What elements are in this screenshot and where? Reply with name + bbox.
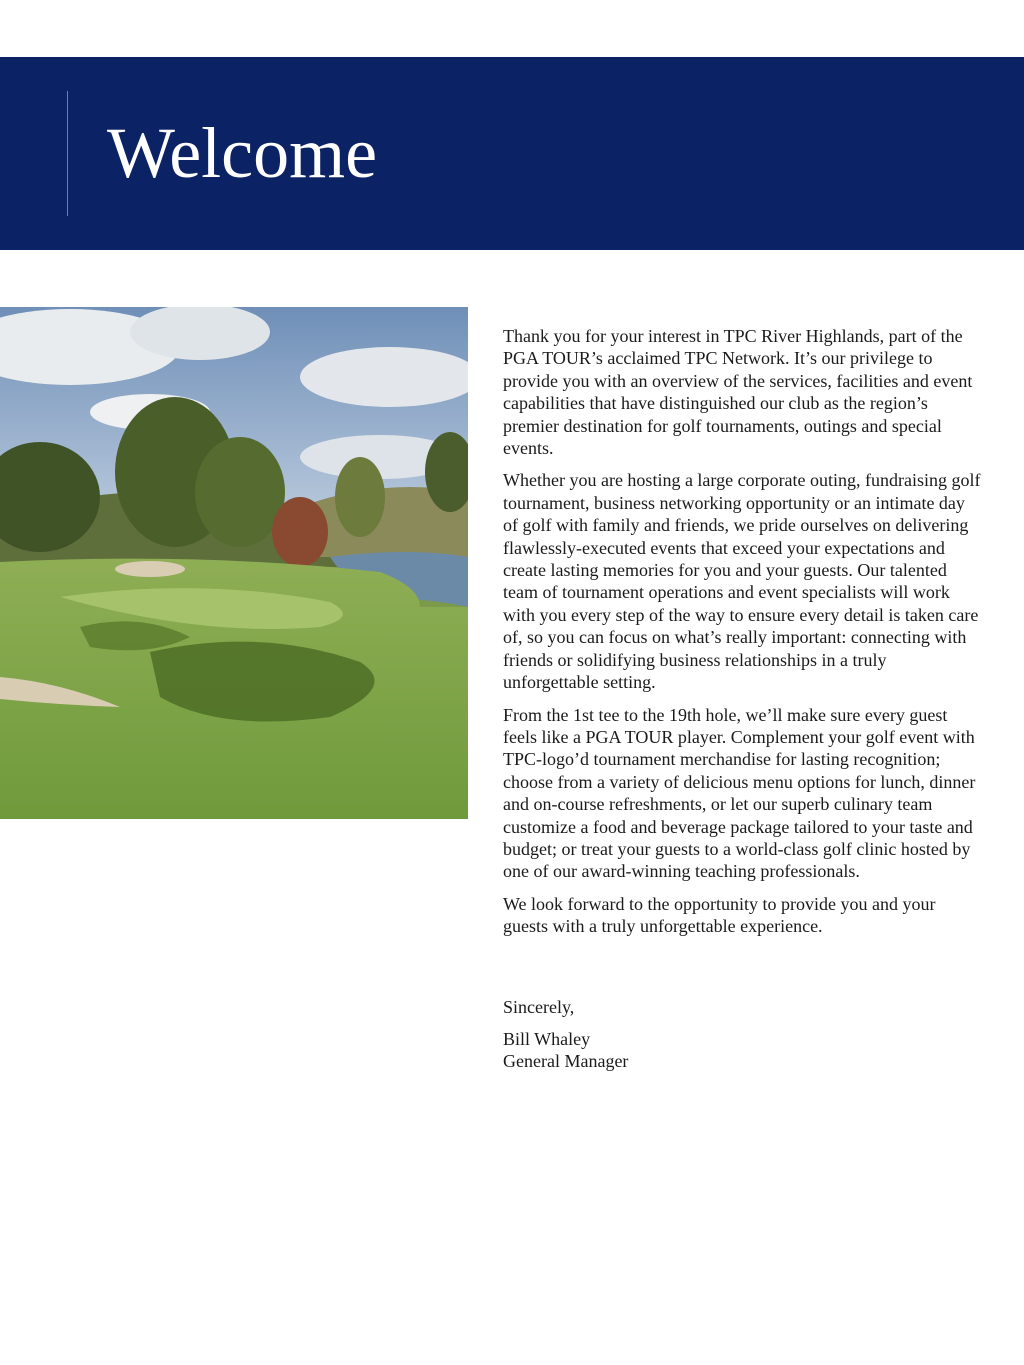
signoff (503, 996, 981, 1073)
spacer (503, 948, 981, 996)
closing: Sincerely, (503, 996, 575, 1017)
letter-paragraph: From the 1st tee to the 19th hole, we’ll make sure every guest feels like a PGA TOUR player. Complement your golf event with TPC-logo’d tournament merchandise for lasting recognition; choose from a variety of delicious menu options for lunch, dinner and on-course refreshments, or let our superb culinary team customize a food and beverage package tailored to your taste and budget; or treat your guests to a world-class golf clinic hosted by one of our award-winning teaching professionals. (503, 704, 976, 882)
banner-divider (67, 91, 68, 216)
page-title: Welcome (107, 113, 378, 193)
welcome-letter (503, 325, 981, 1083)
signer-title: General Manager (503, 1051, 629, 1072)
header-banner (0, 57, 1024, 250)
letter-paragraph: Whether you are hosting a large corporate outing, fundraising golf tournament, business networking opportunity or an intimate day of golf with family and friends, we pride ourselves on delivering flawlessly-executed events that exceed your expectations and create lasting memories for you and your guests. Our talented team of tournament operations and event specialists will work with you every step of the way to ensure every detail is taken care of, so you can focus on what’s really important: connecting with friends or solidifying business relationships in a truly unforgettable setting. (503, 470, 981, 693)
signer-name: Bill Whaley (503, 1028, 591, 1049)
letter-paragraph: Thank you for your interest in TPC River Highlands, part of the PGA TOUR’s acclaimed TPC Network. It’s our privilege to provide you with an overview of the services, facilities and event capabilities that have distinguished our club as the region’s premier destination for golf tournaments, outings and special events. (503, 326, 973, 459)
golf-course-photo (0, 307, 468, 819)
signature-block (503, 1028, 981, 1073)
letter-paragraph: We look forward to the opportunity to provide you and your guests with a truly unforgettable experience. (503, 893, 936, 937)
